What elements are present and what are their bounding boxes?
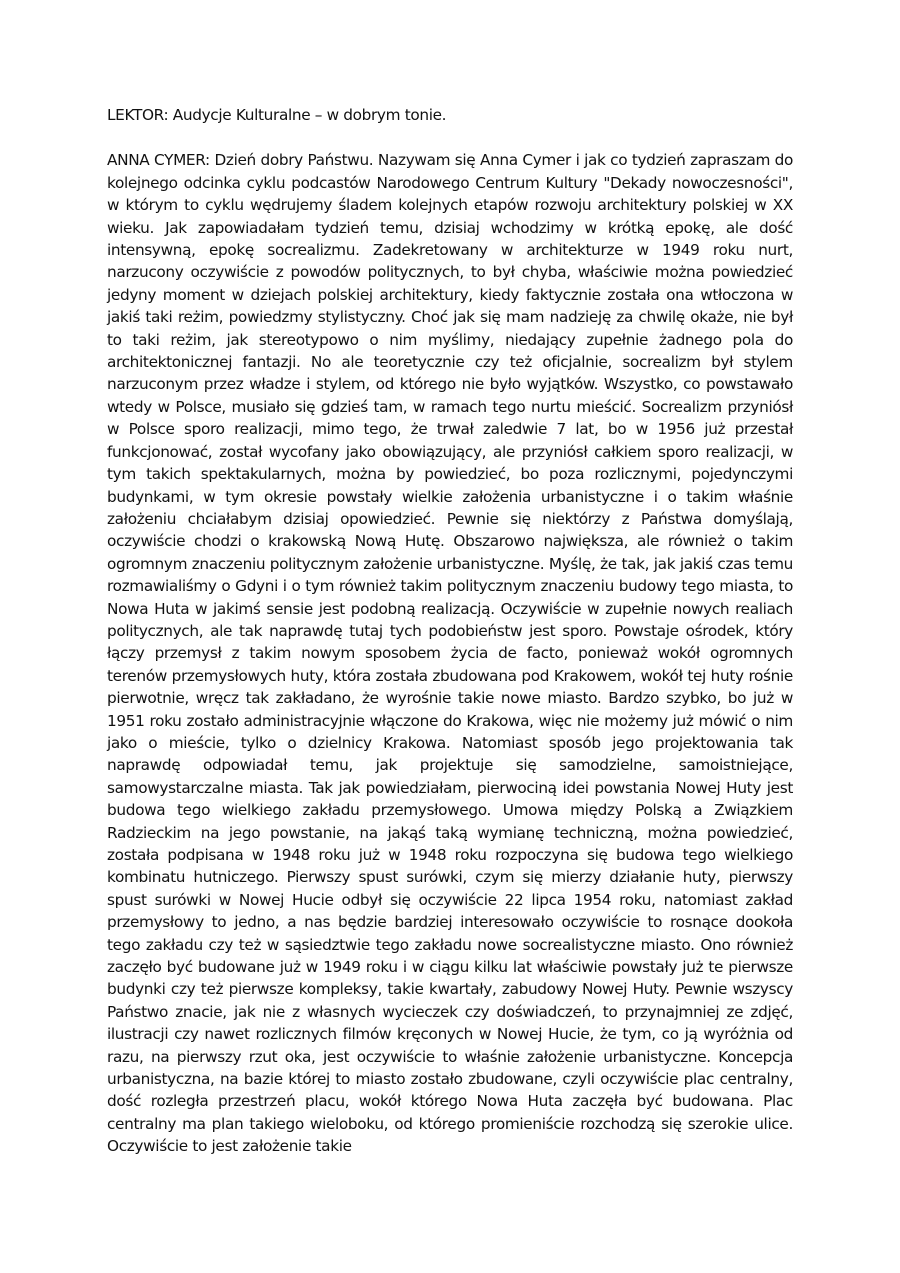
paragraph-lektor: LEKTOR: Audycje Kulturalne – w dobrym tonie.: [107, 106, 447, 124]
paragraph-anna-cymer: ANNA CYMER: Dzień dobry Państwu. Nazywam się Anna Cymer i jak co tydzień zapraszam do kolejnego odcinka cyklu podcastów Narodowego Centrum Kultury "Dekady nowoczesności", w którym to cyklu wędrujemy śladem kolejnych etapów rozwoju architektury polskiej w XX wieku. Jak zapowiadałam tydzień temu, dzisiaj wchodzimy w krótką epokę, ale dość intensywną, epokę socrealizmu. Zadekretowany w architekturze w 1949 roku nurt, narzucony oczywiście z powodów politycznych, to był chyba, właściwie można powiedzieć jedyny moment w dziejach polskiej architektury, kiedy faktycznie została ona wtłoczona w jakiś taki reżim, powiedzmy stylistyczny. Choć jak się mam nadzieję za chwilę okaże, nie był to taki reżim, jak stereotypowo o nim myślimy, niedający zupełnie żadnego pola do architektonicznej fantazji. No ale teoretycznie czy też oficjalnie, socrealizm był stylem narzuconym przez władze i stylem, od którego nie było wyjątków. Wszystko, co powstawało wtedy w Polsce, musiało się gdzieś tam, w ramach tego nurtu mieścić. Socrealizm przyniósł w Polsce sporo realizacji, mimo tego, że trwał zaledwie 7 lat, bo w 1956 już przestał funkcjonować, został wycofany jako obowiązujący, ale przyniósł całkiem sporo realizacji, w tym takich spektakularnych, można by powiedzieć, bo poza rozlicznymi, pojedynczymi budynkami, w tym okresie powstały wielkie założenia urbanistyczne i o takim właśnie założeniu chciałabym dzisiaj opowiedzieć. Pewnie się niektórzy z Państwa domyślają, oczywiście chodzi o krakowską Nową Hutę. Obszarowo największa, ale również o takim ogromnym znaczeniu politycznym założenie urbanistyczne. Myślę, że tak, jak jakiś czas temu rozmawialiśmy o Gdyni i o tym również takim politycznym znaczeniu budowy tego miasta, to Nowa Huta w jakimś sensie jest podobną realizacją. Oczywiście w zupełnie nowych realiach politycznych, ale tak naprawdę tutaj tych podobieństw jest sporo. Powstaje ośrodek, który łączy przemysł z takim nowym sposobem życia de facto, ponieważ wokół ogromnych terenów przemysłowych huty, która została zbudowana pod Krakowem, wokół tej huty rośnie pierwotnie, wręcz tak zakładano, że wyrośnie takie nowe miasto. Bardzo szybko, bo już w 1951 roku zostało administracyjnie włączone do Krakowa, więc nie możemy już mówić o nim jako o mieście, tylko o dzielnicy Krakowa. Natomiast sposób jego projektowania tak naprawdę odpowiadał temu, jak projektuje się samodzielne, samoistniejące, samowystarczalne miasta. Tak jak powiedziałam, pierwociną idei powstania Nowej Huty jest budowa tego wielkiego zakładu przemysłowego. Umowa między Polską a Związkiem Radzieckim na jego powstanie, na jakąś taką wymianę techniczną, można powiedzieć, została podpisana w 1948 roku już w 1948 roku rozpoczyna się budowa tego wielkiego kombinatu hutniczego. Pierwszy spust surówki, czym się mierzy działanie huty, pierwszy spust surówki w Nowej Hucie odbył się oczywiście 22 lipca 1954 roku, natomiast zakład przemysłowy to jedno, a nas będzie bardziej interesowało oczywiście to rosnące dookoła tego zakładu czy też w sąsiedztwie tego zakładu nowe socrealistyczne miasto. Ono również zaczęło być budowane już w 1949 roku i w ciągu kilku lat właściwie powstały już te pierwsze budynki czy też pierwsze kompleksy, takie kwartały, zabudowy Nowej Huty. Pewnie wszyscy Państwo znacie, jak nie z własnych wycieczek czy doświadczeń, to przynajmniej ze zdjęć, ilustracji czy nawet rozlicznych filmów kręconych w Nowej Hucie, że tym, co ją wyróżnia od razu, na pierwszy rzut oka, jest oczywiście to właśnie założenie urbanistyczne. Koncepcja urbanistyczna, na bazie której to miasto zostało zbudowane, czyli oczywiście plac centralny, dość rozległa przestrzeń placu, wokół którego Nowa Huta zaczęła być budowana. Plac centralny ma plan takiego wieloboku, od którego promieniście rozchodzą się szerokie ulice. Oczywiście to jest założenie takie: [107, 151, 793, 1156]
document-page: [107, 104, 793, 1158]
